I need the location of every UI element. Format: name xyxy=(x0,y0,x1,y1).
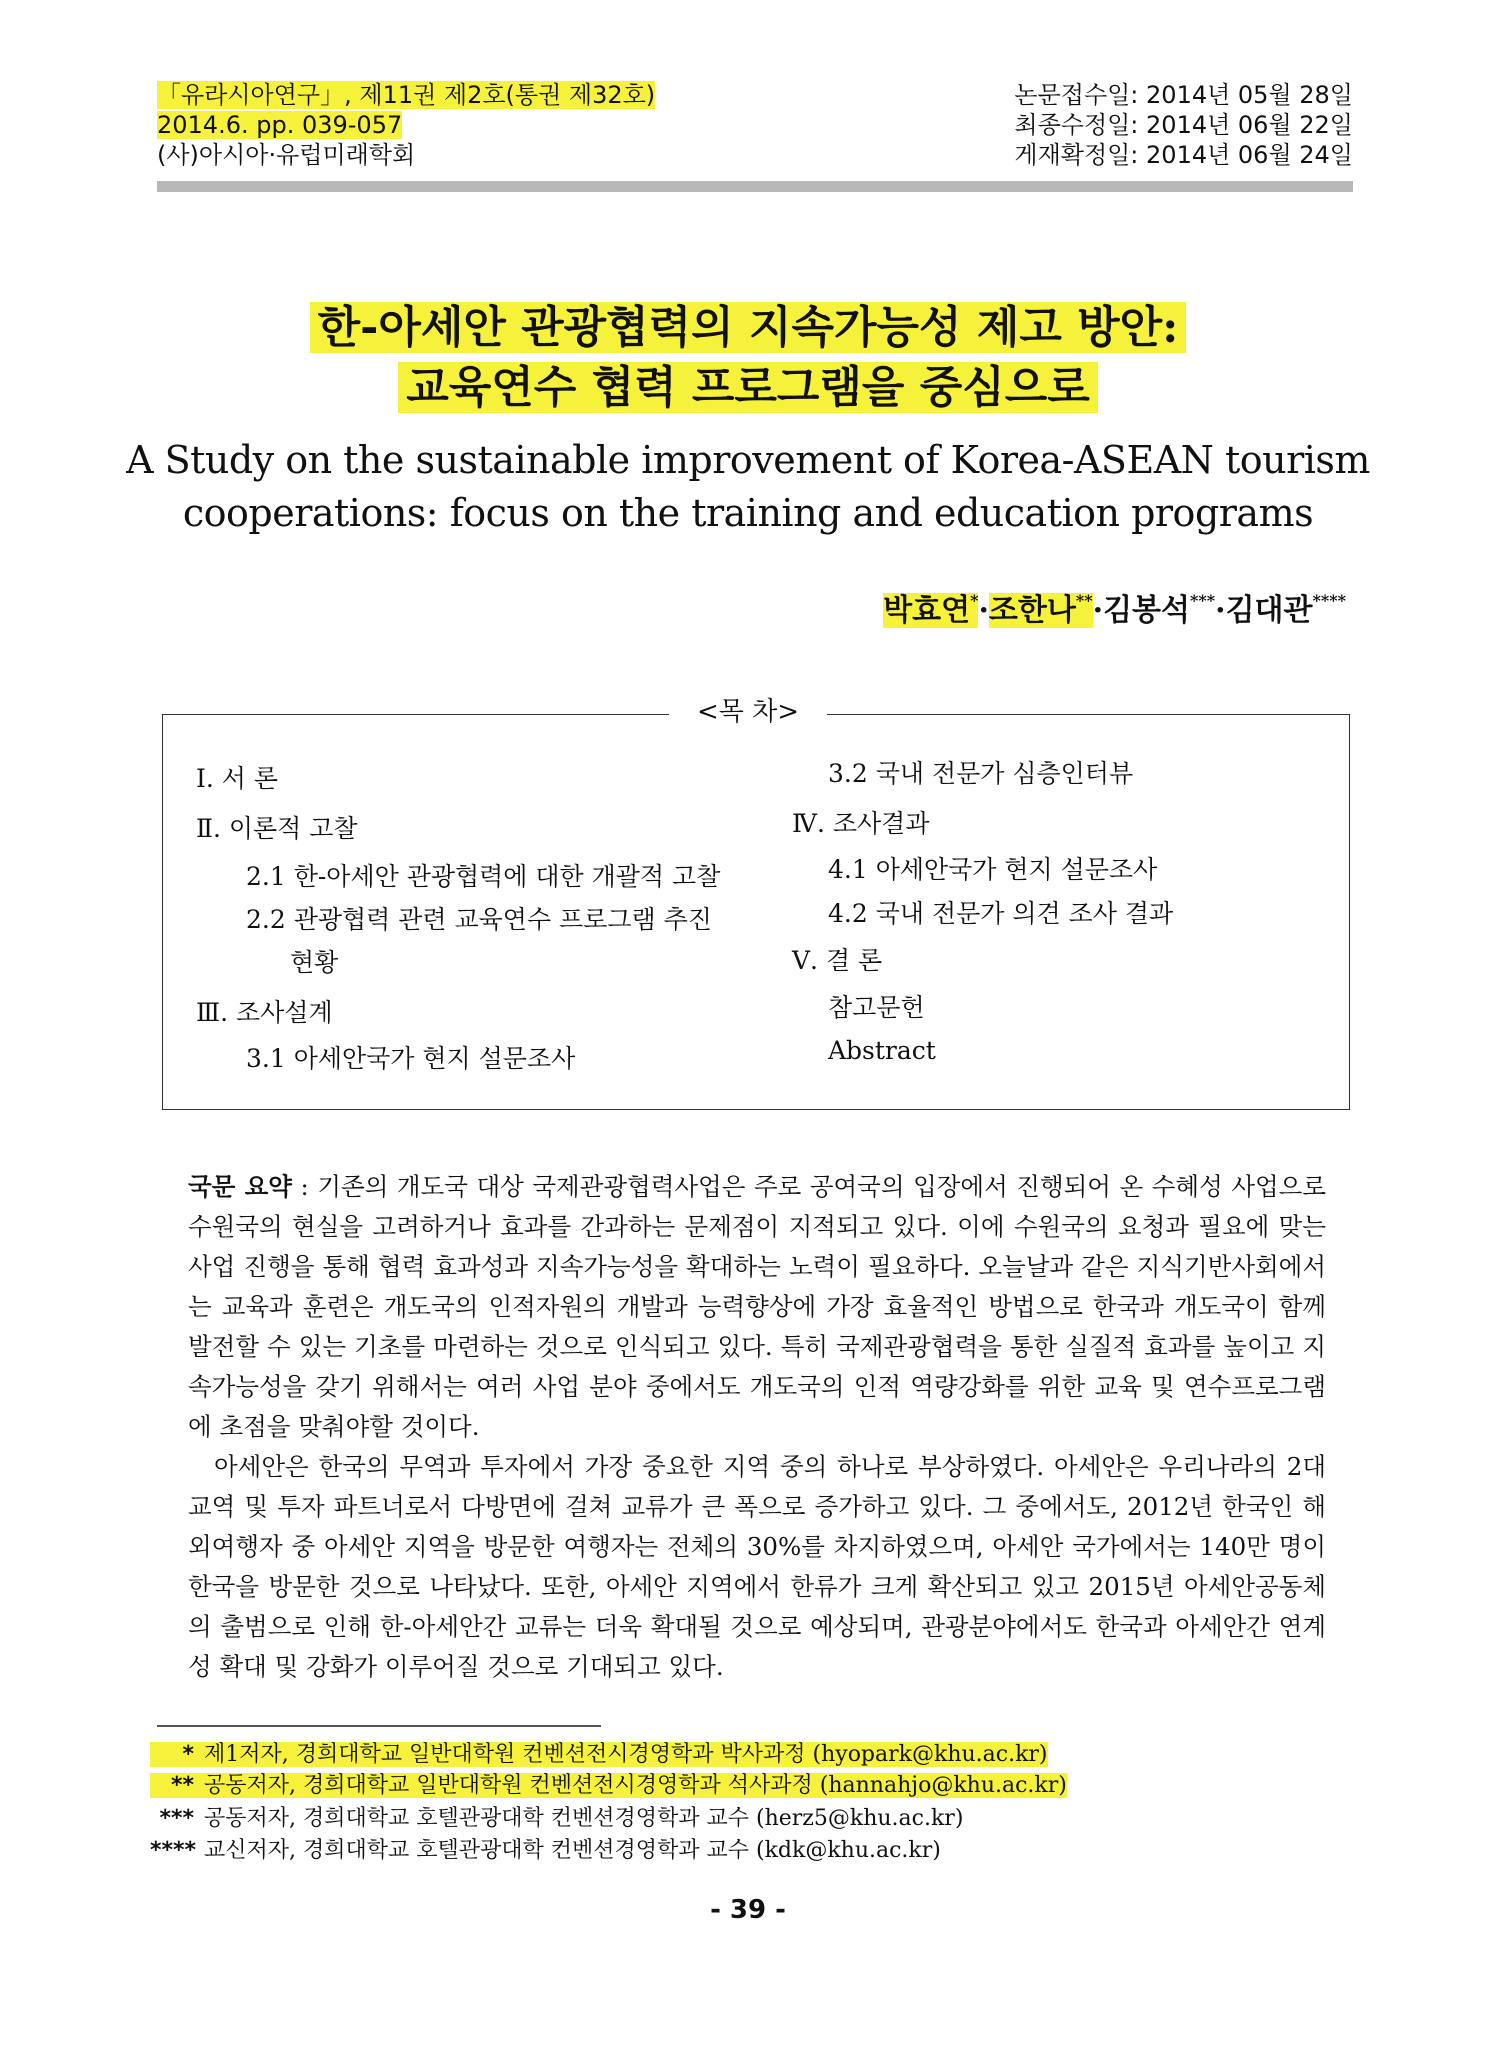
toc-item: Ⅱ. 이론적 고찰 xyxy=(196,814,358,843)
toc-item: Ⅰ. 서 론 xyxy=(196,764,279,793)
toc-item: 4.1 아세안국가 현지 설문조사 xyxy=(828,855,1158,884)
author-2: 조한나** xyxy=(988,591,1093,628)
journal-info xyxy=(157,80,655,170)
footnote-2: ** 공동저자, 경희대학교 일반대학원 컨벤션전시경영학과 석사과정 (hannahjo@khu.ac.kr) xyxy=(150,1771,1067,1801)
footnote-divider xyxy=(157,1725,601,1727)
title-english-line1: A Study on the sustainable improvement of Korea-ASEAN tourism xyxy=(126,438,1370,482)
toc-item: 현황 xyxy=(290,948,339,977)
toc-item: Ⅳ. 조사결과 xyxy=(792,809,930,838)
abstract-lead: 국문 요약 xyxy=(188,1172,292,1201)
date-received: 논문접수일: 2014년 05월 28일 xyxy=(1014,81,1353,109)
footnote-4: **** 교신저자, 경희대학교 호텔관광대학 컨벤션경영학과 교수 (kdk@khu.ac.kr) xyxy=(150,1838,941,1863)
toc-item: Ⅴ. 결 론 xyxy=(792,946,883,975)
toc-label: <목 차> xyxy=(0,694,1496,730)
toc-item: 참고문헌 xyxy=(828,993,925,1022)
author-1: 박효연* xyxy=(883,591,979,628)
korean-abstract xyxy=(188,1167,1326,1687)
toc-item: 4.2 국내 전문가 의견 조사 결과 xyxy=(828,899,1174,928)
page-number: - 39 - xyxy=(710,1895,786,1925)
journal-pages: 2014.6. pp. 039-057 xyxy=(157,111,403,139)
toc-item: 3.2 국내 전문가 심층인터뷰 xyxy=(828,759,1134,788)
date-accepted: 게재확정일: 2014년 06월 24일 xyxy=(1014,141,1353,169)
author-3: 김봉석*** xyxy=(1103,591,1216,628)
abstract-paragraph-2: 아세안은 한국의 무역과 투자에서 가장 중요한 지역 중의 하나로 부상하였다. 아세안은 우리나라의 2대 교역 및 투자 파트너로서 다방면에 걸쳐 교류가 큰 폭으로 증가하고 있다. 그 중에서도, 2012년 한국인 해외여행자 중 아세안 지역을 방문한 여행자는 전체의 30%를 차지하였으며, 아세안 국가에서는 140만 명이 한국을 방문한 것으로 나타났다. 또한, 아세안 지역에서 한류가 크게 확산되고 있고 2015년 아세안공동체의 출범으로 인해 한-아세안간 교류는 더욱 확대될 것으로 예상되며, 관광분야에서도 한국과 아세안간 연계성 확대 및 강화가 이루어질 것으로 기대되고 있다. xyxy=(188,1452,1326,1681)
toc-item: 3.1 아세안국가 현지 설문조사 xyxy=(246,1044,576,1073)
journal-publisher: (사)아시아·유럽미래학회 xyxy=(157,141,416,169)
toc-item: Abstract xyxy=(828,1036,936,1065)
title-korean-line1: 한-아세안 관광협력의 지속가능성 제고 방안: xyxy=(0,300,1496,356)
footnote-1: * 제1저자, 경희대학교 일반대학원 컨벤션전시경영학과 박사과정 (hyopark@khu.ac.kr) xyxy=(150,1740,1048,1770)
toc-item: 2.1 한-아세안 관광협력에 대한 개괄적 고찰 xyxy=(246,862,721,891)
date-revised: 최종수정일: 2014년 06월 22일 xyxy=(1014,111,1353,139)
submission-dates xyxy=(1014,80,1353,170)
toc-item: Ⅲ. 조사설계 xyxy=(196,998,333,1027)
abstract-paragraph-1: 국문 요약 : 기존의 개도국 대상 국제관광협력사업은 주로 공여국의 입장에서 진행되어 온 수혜성 사업으로 수원국의 현실을 고려하거나 효과를 간과하는 문제점이 지적되고 있다. 이에 수원국의 요청과 필요에 맞는 사업 진행을 통해 협력 효과성과 지속가능성을 확대하는 노력이 필요하다. 오늘날과 같은 지식기반사회에서는 교육과 훈련은 개도국의 인적자원의 개발과 능력향상에 가장 효율적인 방법으로 한국과 개도국이 함께 발전할 수 있는 기초를 마련하는 것으로 인식되고 있다. 특히 국제관광협력을 통한 실질적 효과를 높이고 지속가능성을 갖기 위해서는 여러 사업 분야 중에서도 개도국의 인적 역량강화를 위한 교육 및 연수프로그램에 초점을 맞춰야할 것이다. xyxy=(188,1172,1326,1441)
title-english-line2: cooperations: focus on the training and education programs xyxy=(182,491,1314,535)
title-korean-line2: 교육연수 협력 프로그램을 중심으로 xyxy=(0,360,1496,416)
toc-item: 2.2 관광협력 관련 교육연수 프로그램 추진 xyxy=(246,905,712,934)
author-4: 김대관**** xyxy=(1225,591,1346,628)
footnote-3: *** 공동저자, 경희대학교 호텔관광대학 컨벤션경영학과 교수 (herz5@khu.ac.kr) xyxy=(159,1806,964,1831)
journal-citation: 「유라시아연구」, 제11권 제2호(통권 제32호) xyxy=(157,81,656,109)
author-list: 박효연*·조한나**·김봉석***·김대관**** xyxy=(883,591,1346,628)
header-divider xyxy=(157,181,1353,192)
